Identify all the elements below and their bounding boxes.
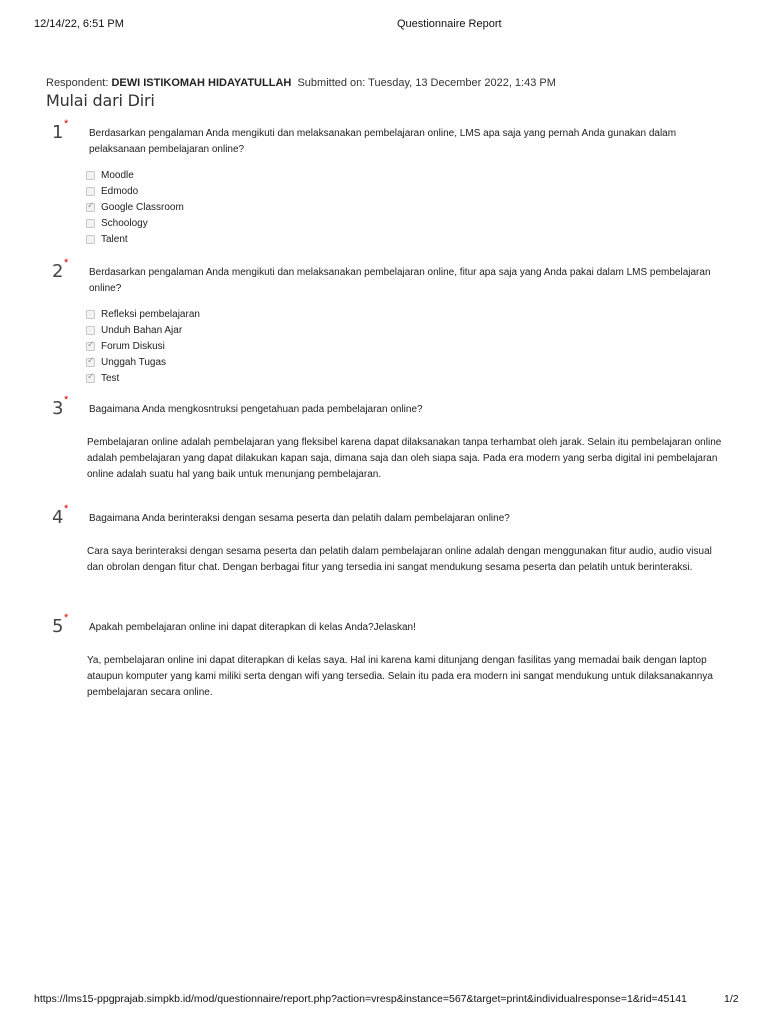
required-marker: * — [64, 503, 69, 515]
option-label: Moodle — [101, 169, 134, 181]
option-label: Google Classroom — [101, 201, 184, 213]
respondent-name: DEWI ISTIKOMAH HIDAYATULLAH — [111, 77, 292, 89]
checkbox-icon[interactable] — [86, 310, 95, 319]
question-number: 3 — [52, 398, 64, 419]
option-refleksi[interactable] — [86, 306, 200, 322]
checkbox-icon[interactable] — [86, 187, 95, 196]
print-title: Questionnaire Report — [397, 18, 502, 30]
required-marker: * — [64, 612, 69, 624]
answer-text: Pembelajaran online adalah pembelajaran yang fleksibel karena dapat dilaksanakan tanpa terhambat oleh jarak. Selain itu pembelajaran online adalah pembelajaran yang dapat dilakukan kapan saja, dimana saja dan oleh siapa saja. Pada era modern yang serba digital ini pembelajaran online adalah suatu hal yang baik untuk menunjang pembelajaran. — [87, 437, 722, 480]
options-list — [86, 306, 200, 386]
checkbox-icon[interactable] — [86, 219, 95, 228]
option-label: Edmodo — [101, 185, 139, 197]
question-text: Apakah pembelajaran online ini dapat diterapkan di kelas Anda?Jelaskan! — [89, 622, 416, 633]
option-label: Refleksi pembelajaran — [101, 308, 200, 320]
question-text: Berdasarkan pengalaman Anda mengikuti dan melaksanakan pembelajaran online, fitur apa saja yang Anda pakai dalam LMS pembelajaran online? — [89, 267, 711, 294]
option-test[interactable] — [86, 370, 200, 386]
question-text: Bagaimana Anda berinteraksi dengan sesama peserta dan pelatih dalam pembelajaran online? — [89, 513, 510, 524]
checkbox-icon[interactable] — [86, 171, 95, 180]
required-marker: * — [64, 118, 69, 130]
question-number: 5 — [52, 616, 64, 637]
checkbox-checked-icon[interactable] — [86, 358, 95, 367]
question-number: 2 — [52, 261, 64, 282]
option-google-classroom[interactable] — [86, 199, 184, 215]
question-text: Berdasarkan pengalaman Anda mengikuti dan melaksanakan pembelajaran online, LMS apa saja yang pernah Anda gunakan dalam pelaksanaan pembelajaran online? — [89, 128, 677, 155]
option-label: Unduh Bahan Ajar — [101, 324, 183, 336]
option-talent[interactable] — [86, 231, 184, 247]
question-number: 1 — [52, 122, 64, 143]
option-label: Talent — [101, 233, 128, 245]
respondent-label: Respondent: — [46, 77, 109, 89]
required-marker: * — [64, 394, 69, 406]
checkbox-icon[interactable] — [86, 235, 95, 244]
report-content — [46, 77, 726, 110]
option-schoology[interactable] — [86, 215, 184, 231]
checkbox-checked-icon[interactable] — [86, 342, 95, 351]
option-label: Test — [101, 372, 120, 384]
submitted-on: Submitted on: Tuesday, 13 December 2022, 1:43 PM — [297, 77, 556, 89]
option-label: Unggah Tugas — [101, 356, 167, 368]
checkbox-icon[interactable] — [86, 326, 95, 335]
answer-text: Ya, pembelajaran online ini dapat diterapkan di kelas saya. Hal ini karena kami ditunjang dengan fasilitas yang memadai baik dengan laptop ataupun komputer yang kami miliki serta dengan wifi yang tersedia. Selain itu pada era modern ini sangat mendukung untuk dilaksanakannya pembelajaran secara online. — [87, 655, 713, 698]
page-number: 1/2 — [724, 993, 739, 1005]
option-unduh[interactable] — [86, 322, 200, 338]
option-label: Forum Diskusi — [101, 340, 165, 352]
checkbox-checked-icon[interactable] — [86, 203, 95, 212]
option-moodle[interactable] — [86, 167, 184, 183]
option-unggah[interactable] — [86, 354, 200, 370]
option-forum[interactable] — [86, 338, 200, 354]
option-label: Schoology — [101, 217, 148, 229]
required-marker: * — [64, 257, 69, 269]
option-edmodo[interactable] — [86, 183, 184, 199]
options-list — [86, 167, 184, 247]
question-text: Bagaimana Anda mengkosntruksi pengetahuan pada pembelajaran online? — [89, 404, 423, 415]
print-date: 12/14/22, 6:51 PM — [34, 18, 124, 30]
checkbox-checked-icon[interactable] — [86, 374, 95, 383]
answer-text: Cara saya berinteraksi dengan sesama peserta dan pelatih dalam pembelajaran online adalah dengan menggunakan fitur audio, audio visual dan obrolan dengan fitur chat. Dengan berbagai fitur yang tersedia ini sangat mendukung sesama peserta dan pelatih untuk berinteraksi. — [87, 546, 712, 573]
section-title: Mulai dari Diri — [46, 91, 155, 110]
question-number: 4 — [52, 507, 64, 528]
respondent-line — [46, 77, 726, 89]
page-url: https://lms15-ppgprajab.simpkb.id/mod/questionnaire/report.php?action=vresp&instance=567&target=print&individualresponse=1&rid=45141 — [34, 993, 687, 1005]
